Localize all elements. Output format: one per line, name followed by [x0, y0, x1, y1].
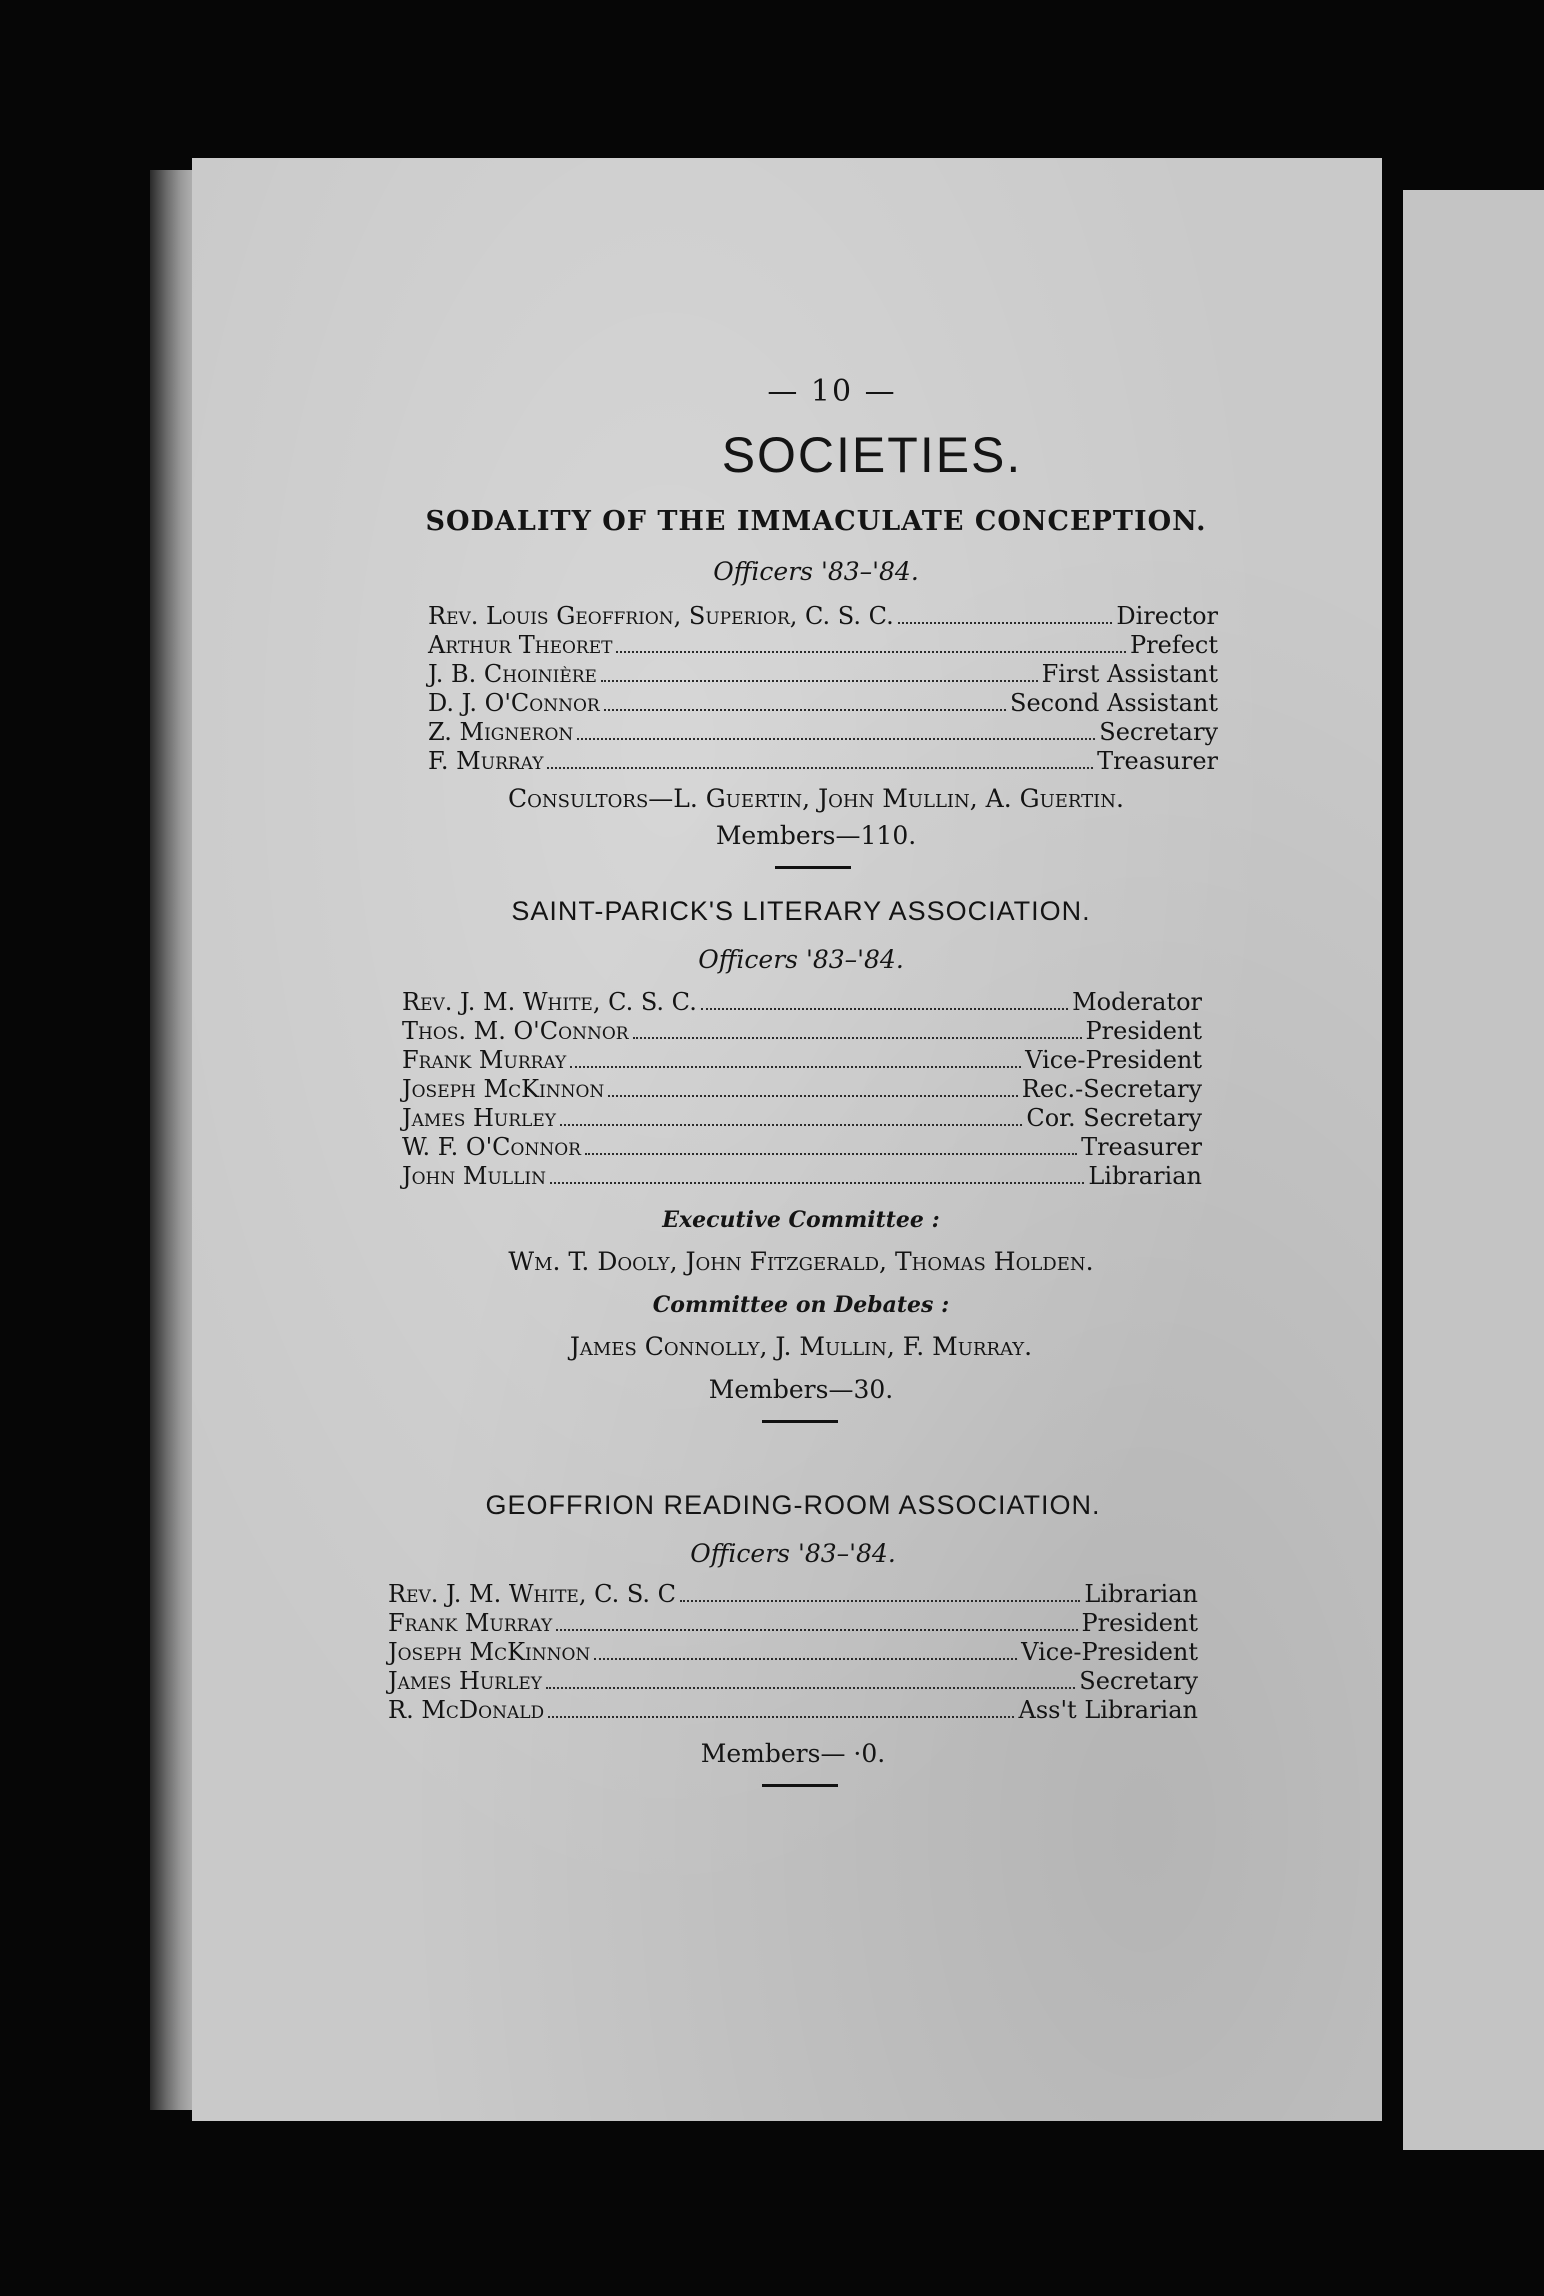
leader-dots	[601, 680, 1038, 682]
leader-dots	[547, 767, 1093, 769]
section-divider	[762, 1420, 838, 1423]
literary-members: Members—30.	[708, 1375, 894, 1404]
leader-dots	[594, 1658, 1017, 1660]
executive-committee-label: Executive Committee :	[662, 1207, 940, 1233]
reading-room-section	[192, 1490, 1202, 1787]
leader-dots	[898, 622, 1113, 624]
officer-row	[402, 1046, 1202, 1075]
leader-dots	[608, 1095, 1018, 1097]
officer-name: John Mullin	[402, 1162, 546, 1190]
section-divider	[775, 866, 851, 869]
officer-role: Secretary	[1079, 1667, 1198, 1695]
section-divider	[762, 1784, 838, 1787]
officer-name: James Hurley	[402, 1104, 556, 1132]
officer-row	[402, 1162, 1202, 1191]
officer-role: Treasurer	[1097, 747, 1218, 775]
officer-name: Rev. Louis Geoffrion, Superior, C. S. C.	[428, 602, 894, 630]
officer-role: Rec.-Secretary	[1021, 1075, 1202, 1103]
debates-committee-label: Committee on Debates :	[652, 1292, 950, 1318]
right-page-edge	[1403, 190, 1544, 2150]
officer-name: Joseph McKinnon	[388, 1638, 591, 1666]
reading-room-officers-list	[388, 1580, 1198, 1725]
literary-officers-label: Officers '83–'84.	[698, 945, 904, 974]
reading-room-members: Members— ·0.	[700, 1739, 886, 1768]
leader-dots	[680, 1600, 1080, 1602]
officer-row	[428, 631, 1218, 660]
officer-row	[388, 1667, 1198, 1696]
leader-dots	[548, 1716, 1014, 1718]
officer-name: Rev. J. M. White, C. S. C.	[402, 988, 697, 1016]
officer-name: James Hurley	[388, 1667, 542, 1695]
sodality-heading: SODALITY OF THE IMMACULATE CONCEPTION.	[425, 506, 1207, 537]
officer-name: Frank Murray	[402, 1046, 567, 1074]
officer-row	[428, 747, 1218, 776]
leader-dots	[701, 1008, 1068, 1010]
reading-room-heading: GEOFFRION READING-ROOM ASSOCIATION.	[485, 1490, 1101, 1520]
leader-dots	[570, 1066, 1021, 1068]
leader-dots	[616, 651, 1126, 653]
officer-role: Second Assistant	[1010, 689, 1218, 717]
page-number: — 10 —	[767, 374, 897, 409]
officer-row	[428, 689, 1218, 718]
officer-row	[428, 718, 1218, 747]
literary-officers-list	[402, 988, 1202, 1191]
officer-role: Cor. Secretary	[1026, 1104, 1202, 1132]
officer-name: Rev. J. M. White, C. S. C	[388, 1580, 677, 1608]
officer-role: Vice-President	[1021, 1638, 1198, 1666]
leader-dots	[546, 1687, 1075, 1689]
officer-name: R. McDonald	[388, 1696, 545, 1724]
officer-row	[428, 660, 1218, 689]
leader-dots	[633, 1037, 1082, 1039]
officer-role: Director	[1116, 602, 1218, 630]
reading-room-officers-label: Officers '83–'84.	[690, 1539, 896, 1568]
leader-dots	[585, 1153, 1077, 1155]
officer-row	[402, 1133, 1202, 1162]
officer-role: Secretary	[1099, 718, 1218, 746]
sodality-consultors: Consultors—L. Guertin, John Mullin, A. Guertin.	[508, 784, 1124, 813]
officer-role: Vice-President	[1025, 1046, 1202, 1074]
officer-row	[388, 1609, 1198, 1638]
leader-dots	[604, 709, 1006, 711]
sodality-officers-label: Officers '83–'84.	[713, 557, 919, 586]
officer-role: Librarian	[1084, 1580, 1198, 1608]
officer-name: Z. Migneron	[428, 718, 574, 746]
officer-role: Librarian	[1088, 1162, 1202, 1190]
page-content	[192, 158, 1382, 2121]
officer-name: Joseph McKinnon	[402, 1075, 605, 1103]
sodality-section	[192, 506, 1218, 869]
executive-committee-names: Wm. T. Dooly, John Fitzgerald, Thomas Holden.	[508, 1247, 1094, 1276]
officer-row	[428, 602, 1218, 631]
officer-name: F. Murray	[428, 747, 544, 775]
officer-name: Thos. M. O'Connor	[402, 1017, 629, 1045]
officer-name: J. B. Choinière	[428, 660, 597, 688]
sodality-officers-list	[428, 602, 1218, 776]
officer-row	[402, 988, 1202, 1017]
officer-role: First Assistant	[1041, 660, 1218, 688]
leader-dots	[577, 738, 1095, 740]
officer-row	[388, 1580, 1198, 1609]
sodality-members: Members—110.	[715, 821, 917, 850]
officer-row	[402, 1104, 1202, 1133]
officer-role: President	[1085, 1017, 1202, 1045]
literary-section	[192, 896, 1202, 1423]
leader-dots	[556, 1629, 1077, 1631]
book-spine	[150, 170, 198, 2110]
officer-name: Arthur Theoret	[428, 631, 613, 659]
leader-dots	[560, 1124, 1022, 1126]
literary-heading: SAINT-PARICK'S LITERARY ASSOCIATION.	[511, 896, 1091, 926]
officer-role: Ass't Librarian	[1018, 1696, 1198, 1724]
officer-role: Prefect	[1130, 631, 1218, 659]
officer-row	[388, 1696, 1198, 1725]
page-title: SOCIETIES.	[721, 427, 1023, 483]
leader-dots	[550, 1182, 1084, 1184]
officer-name: W. F. O'Connor	[402, 1133, 581, 1161]
officer-name: D. J. O'Connor	[428, 689, 600, 717]
officer-row	[402, 1075, 1202, 1104]
officer-role: Moderator	[1072, 988, 1202, 1016]
officer-name: Frank Murray	[388, 1609, 553, 1637]
officer-role: President	[1081, 1609, 1198, 1637]
officer-row	[388, 1638, 1198, 1667]
officer-role: Treasurer	[1081, 1133, 1202, 1161]
debates-committee-names: James Connolly, J. Mullin, F. Murray.	[569, 1332, 1033, 1361]
officer-row	[402, 1017, 1202, 1046]
